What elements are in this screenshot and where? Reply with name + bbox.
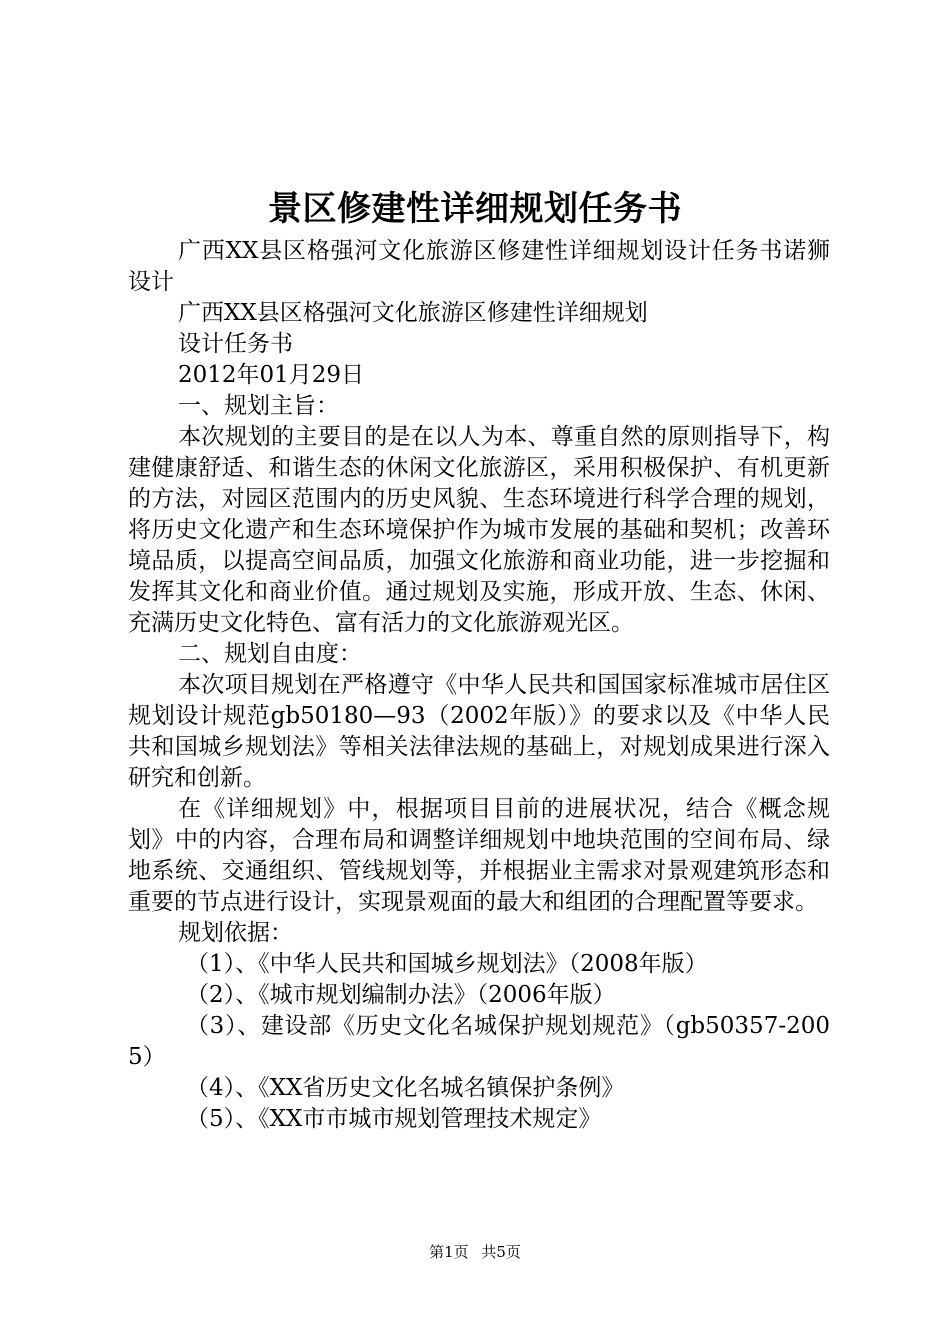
paragraph-doc-type: 设计任务书 (178, 331, 293, 357)
paragraph-date: 2012年01月29日 (178, 362, 365, 388)
section-heading-basis: 规划依据： (178, 920, 293, 946)
basis-item: （1）、《中华人民共和国城乡规划法》（2008年版） (186, 951, 708, 977)
document-body (128, 236, 830, 1135)
paragraph-freedom-body-2: 在《详细规划》中，根据项目目前的进展状况，结合《概念规划》中的内容，合理布局和调整详细规划中地块范围的空间布局、绿地系统、交通组织、管线规划等，并根据业主需求对景观建筑形态和重要的节点进行设计，实现景观面的最大和组团的合理配置等要求。 (128, 796, 830, 915)
basis-item: （4）、《XX省历史文化名城名镇保护条例》 (186, 1075, 625, 1101)
section-heading-purpose: 一、规划主旨： (178, 393, 339, 419)
basis-item: （2）、《城市规划编制办法》（2006年版） (186, 982, 616, 1008)
basis-item: （3）、建设部《历史文化名城保护规划规范》（gb50357-2005） (128, 1013, 830, 1070)
paragraph-project-name: 广西XX县区格强河文化旅游区修建性详细规划 (178, 300, 648, 326)
basis-item: （5）、《XX市市城市规划管理技术规定》 (186, 1106, 602, 1132)
page-total: 共5页 (481, 1243, 521, 1261)
section-heading-freedom: 二、规划自由度： (178, 641, 362, 667)
paragraph-freedom-body-1: 本次项目规划在严格遵守《中华人民共和国国家标准城市居住区规划设计规范gb50180—93（2002年版）》的要求以及《中华人民共和国城乡规划法》等相关法律法规的基础上，对规划成果进行深入研究和创新。 (128, 672, 830, 791)
document-title: 景区修建性详细规划任务书 (268, 189, 682, 229)
paragraph-purpose-body: 本次规划的主要目的是在以人为本、尊重自然的原则指导下，构建健康舒适、和谐生态的休闲文化旅游区，采用积极保护、有机更新的方法，对园区范围内的历史风貌、生态环境进行科学合理的规划，将历史文化遗产和生态环境保护作为城市发展的基础和契机；改善环境品质，以提高空间品质，加强文化旅游和商业功能，进一步挖掘和发挥其文化和商业价值。通过规划及实施，形成开放、生态、休闲、充满历史文化特色、富有活力的文化旅游观光区。 (128, 424, 830, 636)
page-number: 第1页 (429, 1243, 469, 1261)
paragraph-project-title: 广西XX县区格强河文化旅游区修建性详细规划设计任务书诺狮设计 (128, 238, 830, 295)
page-footer (0, 1242, 950, 1262)
